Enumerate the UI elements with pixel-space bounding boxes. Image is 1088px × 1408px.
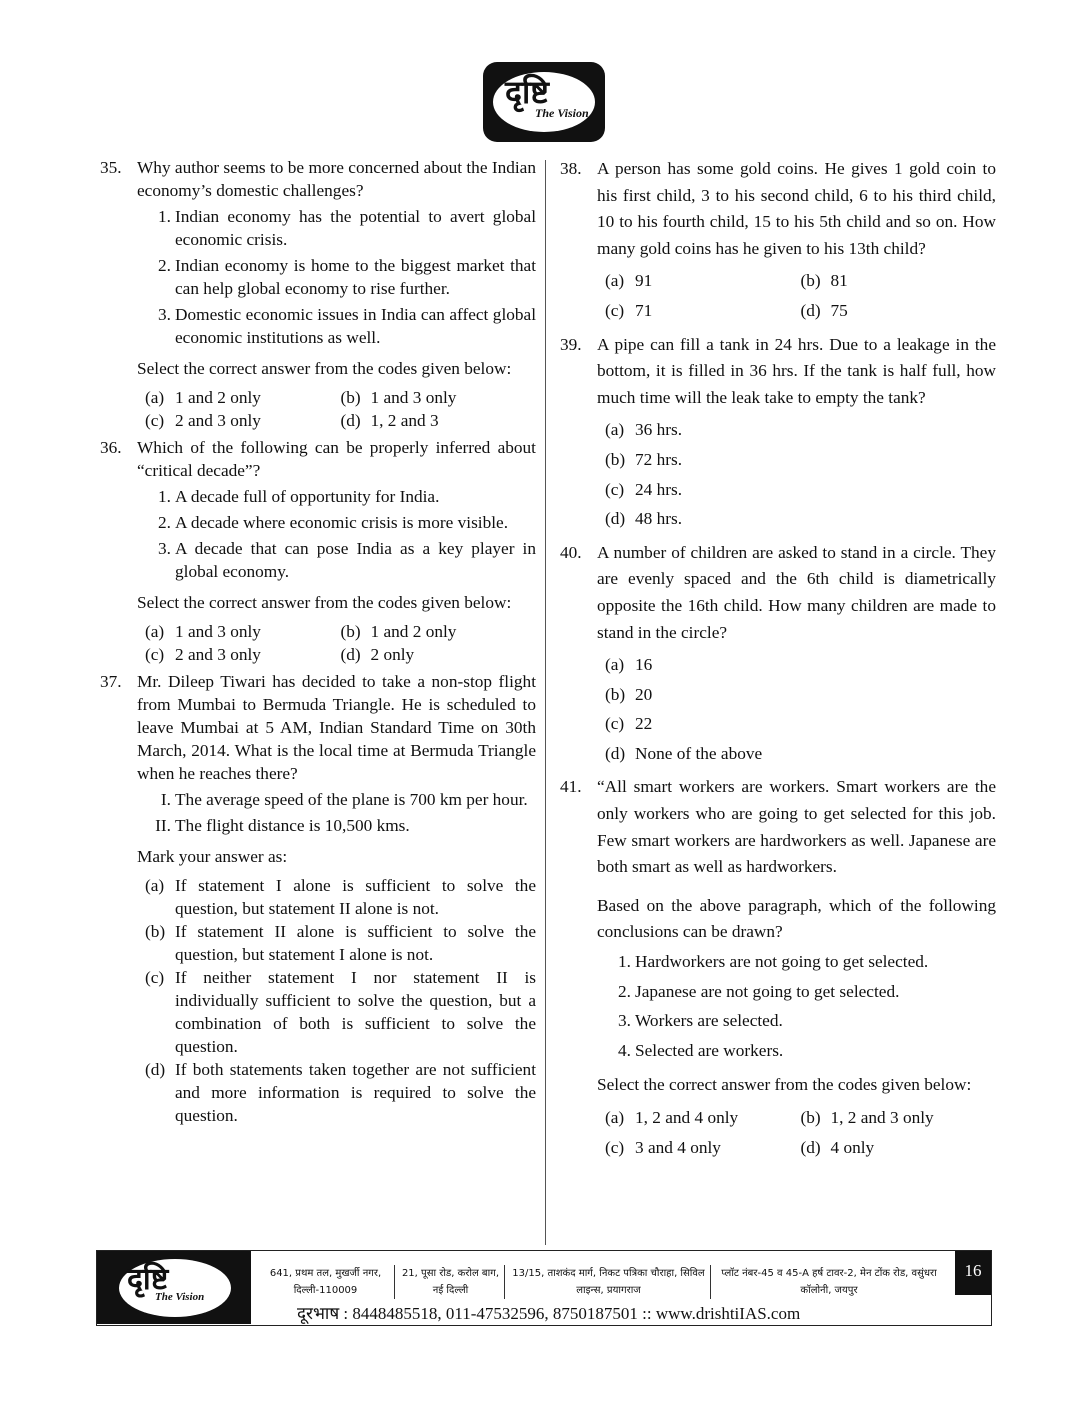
- option-label: (b): [800, 271, 821, 291]
- left-column: [100, 156, 536, 1131]
- logo-english-text: The Vision: [535, 106, 589, 120]
- question-38: [560, 156, 996, 328]
- statement: [597, 1008, 996, 1035]
- statement: [137, 205, 536, 251]
- column-divider: [545, 160, 546, 1245]
- option-label: (a): [605, 1108, 625, 1127]
- statement-text: Domestic economic issues in India can affect global economic institutions as well.: [175, 305, 536, 347]
- statement-text: The average speed of the plane is 700 km per hour.: [175, 790, 528, 809]
- option-label: (b): [605, 684, 626, 704]
- option-text: 91: [635, 271, 653, 291]
- question-stem: A person has some gold coins. He gives 1 gold coin to his first child, 3 to his second child, 6 to his third child, 10 to his fourth child, 15 to his 5th child and so on. How many gold coins has he given to his 13th child?: [597, 159, 996, 258]
- page-number: 16: [955, 1251, 991, 1295]
- option-a: [145, 386, 341, 409]
- drishti-logo: [483, 62, 605, 142]
- footer-logo-english: The Vision: [155, 1291, 205, 1303]
- statement-text: Selected are workers.: [635, 1040, 784, 1060]
- option-label: (d): [340, 645, 361, 664]
- answer-options: [605, 417, 996, 535]
- statement: [597, 979, 996, 1006]
- option-c: [145, 966, 536, 1058]
- option-b: [145, 920, 536, 966]
- instruction: Mark your answer as:: [137, 847, 288, 866]
- option-label: (d): [800, 300, 821, 320]
- statement: [597, 949, 996, 976]
- option-label: (a): [145, 622, 165, 641]
- option-a: [605, 652, 996, 679]
- option-label: (b): [340, 622, 361, 641]
- option-b: [341, 386, 537, 409]
- statement-number: 1.: [158, 487, 171, 506]
- option-a: [605, 417, 996, 444]
- statement: [137, 511, 536, 534]
- statement-number: 1.: [158, 207, 171, 226]
- page-footer: [96, 1250, 992, 1326]
- question-41: [560, 774, 996, 1164]
- question-number: 40.: [560, 542, 582, 562]
- question-number: 36.: [100, 438, 122, 457]
- instruction: Select the correct answer from the codes given below:: [137, 593, 512, 612]
- option-label: (a): [145, 388, 165, 407]
- logo-hindi-text: दृष्टि: [505, 73, 549, 111]
- question-number: 37.: [100, 672, 122, 691]
- option-text: If neither statement I nor statement II is individually sufficient to solve the question, but a combination of both is sufficient to solve the question.: [175, 968, 536, 1056]
- statement-number: 3.: [618, 1011, 631, 1031]
- option-label: (a): [605, 655, 625, 675]
- instruction: Select the correct answer from the codes given below:: [137, 359, 512, 378]
- statement-text: Hardworkers are not going to get selected.: [635, 952, 929, 972]
- option-label: (c): [145, 645, 165, 664]
- option-text: 1, 2 and 3 only: [830, 1108, 934, 1127]
- option-d: [145, 1058, 536, 1127]
- option-text: 3 and 4 only: [635, 1137, 721, 1157]
- question-37: [100, 670, 536, 1127]
- option-label: (b): [800, 1108, 821, 1127]
- statement-number: 1.: [618, 952, 631, 972]
- option-label: (b): [605, 449, 626, 469]
- statement-number: I.: [160, 790, 171, 809]
- statement: [137, 537, 536, 583]
- question-stem: A pipe can fill a tank in 24 hrs. Due to a leakage in the bottom, it is filled in 36 hrs. If the tank is half full, how much time will the leak take to empty the tank?: [597, 334, 996, 407]
- statement-number: 2.: [158, 513, 171, 532]
- option-b: [341, 620, 537, 643]
- question-36: [100, 436, 536, 666]
- option-text: 72 hrs.: [635, 449, 683, 469]
- option-label: (c): [145, 411, 165, 430]
- option-label: (b): [340, 388, 361, 407]
- option-d: [605, 741, 996, 768]
- option-c: [605, 1135, 801, 1162]
- option-b: [801, 268, 997, 295]
- statement: [137, 814, 536, 837]
- statement-number: II.: [155, 816, 171, 835]
- option-text: 1 and 3 only: [175, 622, 261, 641]
- option-label: (d): [145, 1060, 166, 1079]
- option-label: (c): [145, 968, 165, 987]
- option-b: [605, 682, 996, 709]
- statement-text: The flight distance is 10,500 kms.: [175, 816, 410, 835]
- question-stem: Mr. Dileep Tiwari has decided to take a non-stop flight from Mumbai to Bermuda Triangle. He is scheduled to leave Mumbai at 5 AM, Indian Standard Time on 30th March, 2014. What is the local time at Bermuda Triangle when he reaches there?: [137, 672, 536, 783]
- statement-text: A decade full of opportunity for India.: [175, 487, 440, 506]
- option-d: [341, 643, 537, 666]
- statement-text: Japanese are not going to get selected.: [635, 981, 900, 1001]
- option-label: (d): [605, 743, 626, 763]
- answer-options: [605, 652, 996, 770]
- option-label: (b): [145, 922, 166, 941]
- footer-logo-hindi: दृष्टि: [127, 1262, 169, 1297]
- option-a: [605, 1105, 801, 1132]
- option-text: 1, 2 and 4 only: [635, 1108, 739, 1127]
- answer-options: [145, 874, 536, 1127]
- question-39: [560, 332, 996, 536]
- question-40: [560, 540, 996, 771]
- question-stem: Which of the following can be properly inferred about “critical decade”?: [137, 438, 536, 480]
- option-label: (c): [605, 1137, 625, 1157]
- option-text: 1, 2 and 3: [370, 411, 439, 430]
- option-d: [801, 298, 997, 325]
- option-text: 1 and 3 only: [370, 388, 457, 407]
- question-number: 35.: [100, 158, 122, 177]
- question-number: 38.: [560, 159, 582, 178]
- option-text: 1 and 2 only: [370, 622, 457, 641]
- option-label: (a): [605, 420, 625, 440]
- answer-options: [605, 268, 996, 327]
- option-text: 4 only: [830, 1137, 875, 1157]
- option-label: (d): [605, 509, 626, 529]
- question-stem: A number of children are asked to stand in a circle. They are evenly spaced and the 6th child is diametrically opposite the 16th child. How many children are made to stand in the circle?: [597, 542, 996, 642]
- statement-number: 4.: [618, 1040, 631, 1060]
- statement-number: 3.: [158, 539, 171, 558]
- option-text: 2 and 3 only: [175, 645, 261, 664]
- option-text: 20: [635, 684, 653, 704]
- option-text: 2 only: [370, 645, 415, 664]
- statement-text: Indian economy is home to the biggest market that can help global economy to rise further.: [175, 256, 536, 298]
- address-prayagraj: 13/15, ताशकंद मार्ग, निकट पत्रिका चौराहा, सिविल लाइन्स, प्रयागराज: [507, 1265, 711, 1299]
- question-number: 41.: [560, 777, 582, 797]
- option-text: 2 and 3 only: [175, 411, 261, 430]
- option-label: (a): [145, 876, 165, 895]
- statement-text: Workers are selected.: [635, 1011, 783, 1031]
- instruction: Select the correct answer from the codes given below:: [597, 1075, 972, 1095]
- statement: [137, 254, 536, 300]
- address-jaipur: प्लॉट नंबर-45 व 45-A हर्ष टावर-2, मेन टोंक रोड, वसुंधरा कॉलोनी, जयपुर: [721, 1268, 937, 1296]
- option-label: (c): [605, 300, 625, 320]
- option-label: (d): [800, 1137, 821, 1157]
- answer-options: [145, 386, 536, 432]
- option-label: (a): [605, 271, 625, 291]
- instruction: Based on the above paragraph, which of the following conclusions can be drawn?: [597, 895, 996, 942]
- option-text: If both statements taken together are not sufficient and more information is required to solve the question.: [175, 1060, 536, 1125]
- statement: [597, 1038, 996, 1065]
- question-stem: “All smart workers are workers. Smart workers are the only workers who are going to get selected for this job. Few smart workers are hardworkers as well. Japanese are both smart as well as hardworkers.: [597, 777, 996, 877]
- option-text: 81: [830, 271, 848, 291]
- option-a: [145, 874, 536, 920]
- option-text: 24 hrs.: [635, 479, 683, 499]
- answer-options: [145, 620, 536, 666]
- option-label: (c): [605, 479, 625, 499]
- option-text: None of the above: [635, 743, 763, 763]
- option-c: [145, 643, 341, 666]
- option-text: 1 and 2 only: [175, 388, 261, 407]
- statement: [137, 485, 536, 508]
- question-35: [100, 156, 536, 432]
- statement-number: 3.: [158, 305, 171, 324]
- option-text: 36 hrs.: [635, 420, 683, 440]
- option-d: [341, 409, 537, 432]
- option-d: [801, 1135, 997, 1162]
- statement-number: 2.: [158, 256, 171, 275]
- option-text: 22: [635, 714, 653, 734]
- right-column: [560, 156, 996, 1168]
- option-text: If statement I alone is sufficient to solve the question, but statement II alone is not.: [175, 876, 536, 918]
- statement-text: Indian economy has the potential to avert global economic crisis.: [175, 207, 536, 249]
- question-number: 39.: [560, 334, 582, 354]
- option-c: [605, 477, 996, 504]
- option-text: 16: [635, 655, 653, 675]
- option-text: 48 hrs.: [635, 509, 683, 529]
- option-b: [605, 447, 996, 474]
- option-c: [605, 711, 996, 738]
- footer-logo: [97, 1251, 251, 1324]
- option-c: [605, 298, 801, 325]
- contact-line: दूरभाष : 8448485518, 011-47532596, 8750187501 :: www.drishtiIAS.com: [297, 1304, 801, 1323]
- option-label: (c): [605, 714, 625, 734]
- option-text: 75: [830, 300, 848, 320]
- statement: [137, 788, 536, 811]
- statement-text: A decade where economic crisis is more visible.: [175, 513, 509, 532]
- statement-text: A decade that can pose India as a key player in global economy.: [175, 539, 536, 581]
- option-a: [605, 268, 801, 295]
- option-label: (d): [340, 411, 361, 430]
- option-a: [145, 620, 341, 643]
- option-b: [801, 1105, 997, 1132]
- question-stem: Why author seems to be more concerned about the Indian economy’s domestic challenges?: [137, 158, 536, 200]
- option-text: 71: [635, 300, 653, 320]
- option-d: [605, 506, 996, 533]
- option-c: [145, 409, 341, 432]
- answer-options: [605, 1105, 996, 1164]
- option-text: If statement II alone is sufficient to solve the question, but statement I alone is not.: [175, 922, 536, 964]
- statement: [137, 303, 536, 349]
- address-karol-bagh: 21, पूसा रोड, करोल बाग, नई दिल्ली: [397, 1265, 505, 1299]
- statement-number: 2.: [618, 981, 631, 1001]
- address-mukherjee-nagar: 641, प्रथम तल, मुखर्जी नगर, दिल्ली-110009: [257, 1265, 395, 1299]
